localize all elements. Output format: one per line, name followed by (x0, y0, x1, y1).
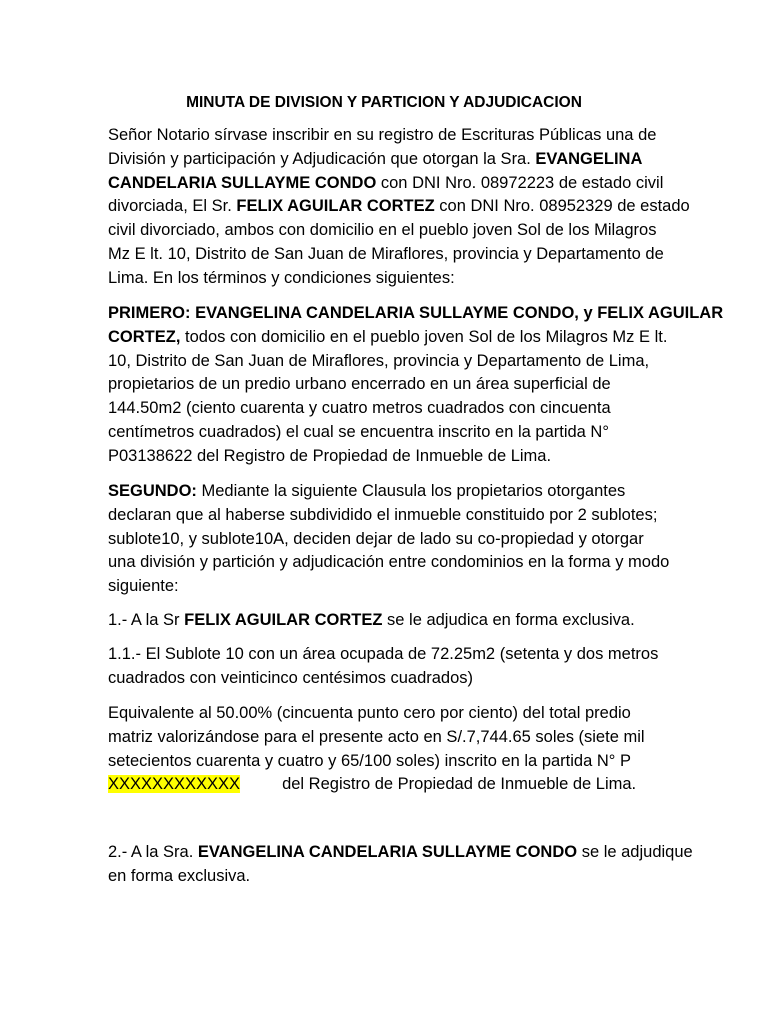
text-run: se le adjudique (577, 843, 693, 861)
text-line (108, 267, 688, 291)
text-run: propietarios de un predio urbano encerrado en un área superficial de (108, 375, 611, 394)
intro-paragraph (108, 124, 688, 291)
text-run: declaran que al haberse subdividido el inmueble constituido por 2 sublotes; (108, 505, 658, 524)
text-run: Mediante la siguiente Clausula los propietarios otorgantes (196, 482, 626, 500)
text-line (108, 195, 688, 219)
text-line (108, 243, 688, 267)
text-run: en forma exclusiva. (108, 866, 251, 885)
text-run: Lima. En los términos y condiciones siguientes: (108, 268, 455, 287)
text-run: del Registro de Propiedad de Inmueble de Lima. (282, 775, 637, 794)
text-line (108, 219, 688, 243)
segundo-clause (108, 480, 688, 599)
text-line (108, 397, 688, 421)
text-run: siguiente: (108, 577, 179, 596)
text-line (108, 667, 688, 691)
text-line (108, 726, 688, 750)
text-line (108, 575, 688, 599)
text-run: 1.1.- El Sublote 10 con un área ocupada de 72.25m2 (setenta y dos metros (108, 645, 659, 663)
bold-text: CANDELARIA SULLAYME CONDO (108, 173, 377, 192)
item-1-1 (108, 643, 688, 691)
text-run: con DNI Nro. 08972223 de estado civil (376, 173, 664, 192)
bold-text: EVANGELINA CANDELARIA SULLAYME CONDO (197, 843, 578, 861)
text-line (108, 302, 724, 326)
text-line (108, 702, 688, 726)
text-run: divorciada, El Sr. (108, 197, 237, 216)
document-title: MINUTA DE DIVISION Y PARTICION Y ADJUDICACION (186, 94, 582, 111)
bold-text: PRIMERO: EVANGELINA CANDELARIA SULLAYME CONDO, y FELIX AGUILAR (108, 304, 724, 322)
text-run: civil divorciado, ambos con domicilio en el pueblo joven Sol de los Milagros (108, 221, 657, 240)
text-line (108, 773, 688, 797)
text-run: Señor Notario sírvase inscribir en su registro de Escrituras Públicas una de (108, 126, 657, 144)
text-line (108, 750, 688, 774)
item-1 (108, 609, 688, 633)
text-run: Equivalente al 50.00% (cincuenta punto cero por ciento) del total predio (108, 704, 631, 722)
primero-clause (108, 302, 724, 469)
bold-text: EVANGELINA (535, 149, 643, 168)
text-run: P03138622 del Registro de Propiedad de Inmueble de Lima. (108, 446, 552, 465)
text-line (108, 609, 688, 633)
text-run: matriz valorizándose para el presente acto en S/.7,744.65 soles (siete mil (108, 727, 645, 746)
text-run: setecientos cuarenta y cuatro y 65/100 soles) inscrito en la partida N° P (108, 751, 631, 770)
text-line (108, 172, 688, 196)
text-line (108, 326, 688, 350)
text-run: 2.- A la Sra. (108, 843, 198, 861)
text-run: Mz E lt. 10, Distrito de San Juan de Miraflores, provincia y Departamento de (108, 244, 664, 263)
text-line (108, 841, 693, 865)
bold-text: CORTEZ, (108, 327, 181, 346)
bold-text: FELIX AGUILAR CORTEZ (184, 611, 383, 629)
text-run: centímetros cuadrados) el cual se encuentra inscrito en la partida N° (108, 422, 609, 441)
text-run: 10, Distrito de San Juan de Miraflores, provincia y Departamento de Lima, (108, 351, 650, 370)
text-run: 1.- A la Sr (108, 611, 185, 629)
text-run: 144.50m2 (ciento cuarenta y cuatro metros cuadrados con cincuenta (108, 399, 611, 418)
text-line (108, 445, 688, 469)
text-line (108, 528, 688, 552)
item-2 (108, 841, 693, 889)
bold-text: FELIX AGUILAR CORTEZ (236, 197, 435, 216)
text-run: una división y partición y adjudicación entre condominios en la forma y modo (108, 553, 670, 572)
text-line (108, 504, 688, 528)
text-line (108, 350, 688, 374)
equivalente-paragraph (108, 702, 688, 797)
text-run: con DNI Nro. 08952329 de estado (434, 197, 690, 216)
highlighted-placeholder: XXXXXXXXXXXX (108, 775, 241, 794)
text-run: se le adjudica en forma exclusiva. (382, 611, 635, 629)
text-line (108, 480, 688, 504)
text-line (108, 148, 688, 172)
text-line (108, 643, 688, 667)
text-run: cuadrados con veinticinco centésimos cuadrados) (108, 668, 474, 687)
text-line (108, 124, 688, 148)
text-run: todos con domicilio en el pueblo joven Sol de los Milagros Mz E lt. (180, 327, 668, 346)
text-line (108, 865, 688, 889)
bold-text: SEGUNDO: (108, 482, 197, 500)
text-line (108, 551, 688, 575)
text-line (108, 421, 688, 445)
text-run: sublote10, y sublote10A, deciden dejar de lado su co-propiedad y otorgar (108, 529, 644, 548)
text-run: División y participación y Adjudicación que otorgan la Sra. (108, 149, 536, 168)
text-line (108, 373, 688, 397)
